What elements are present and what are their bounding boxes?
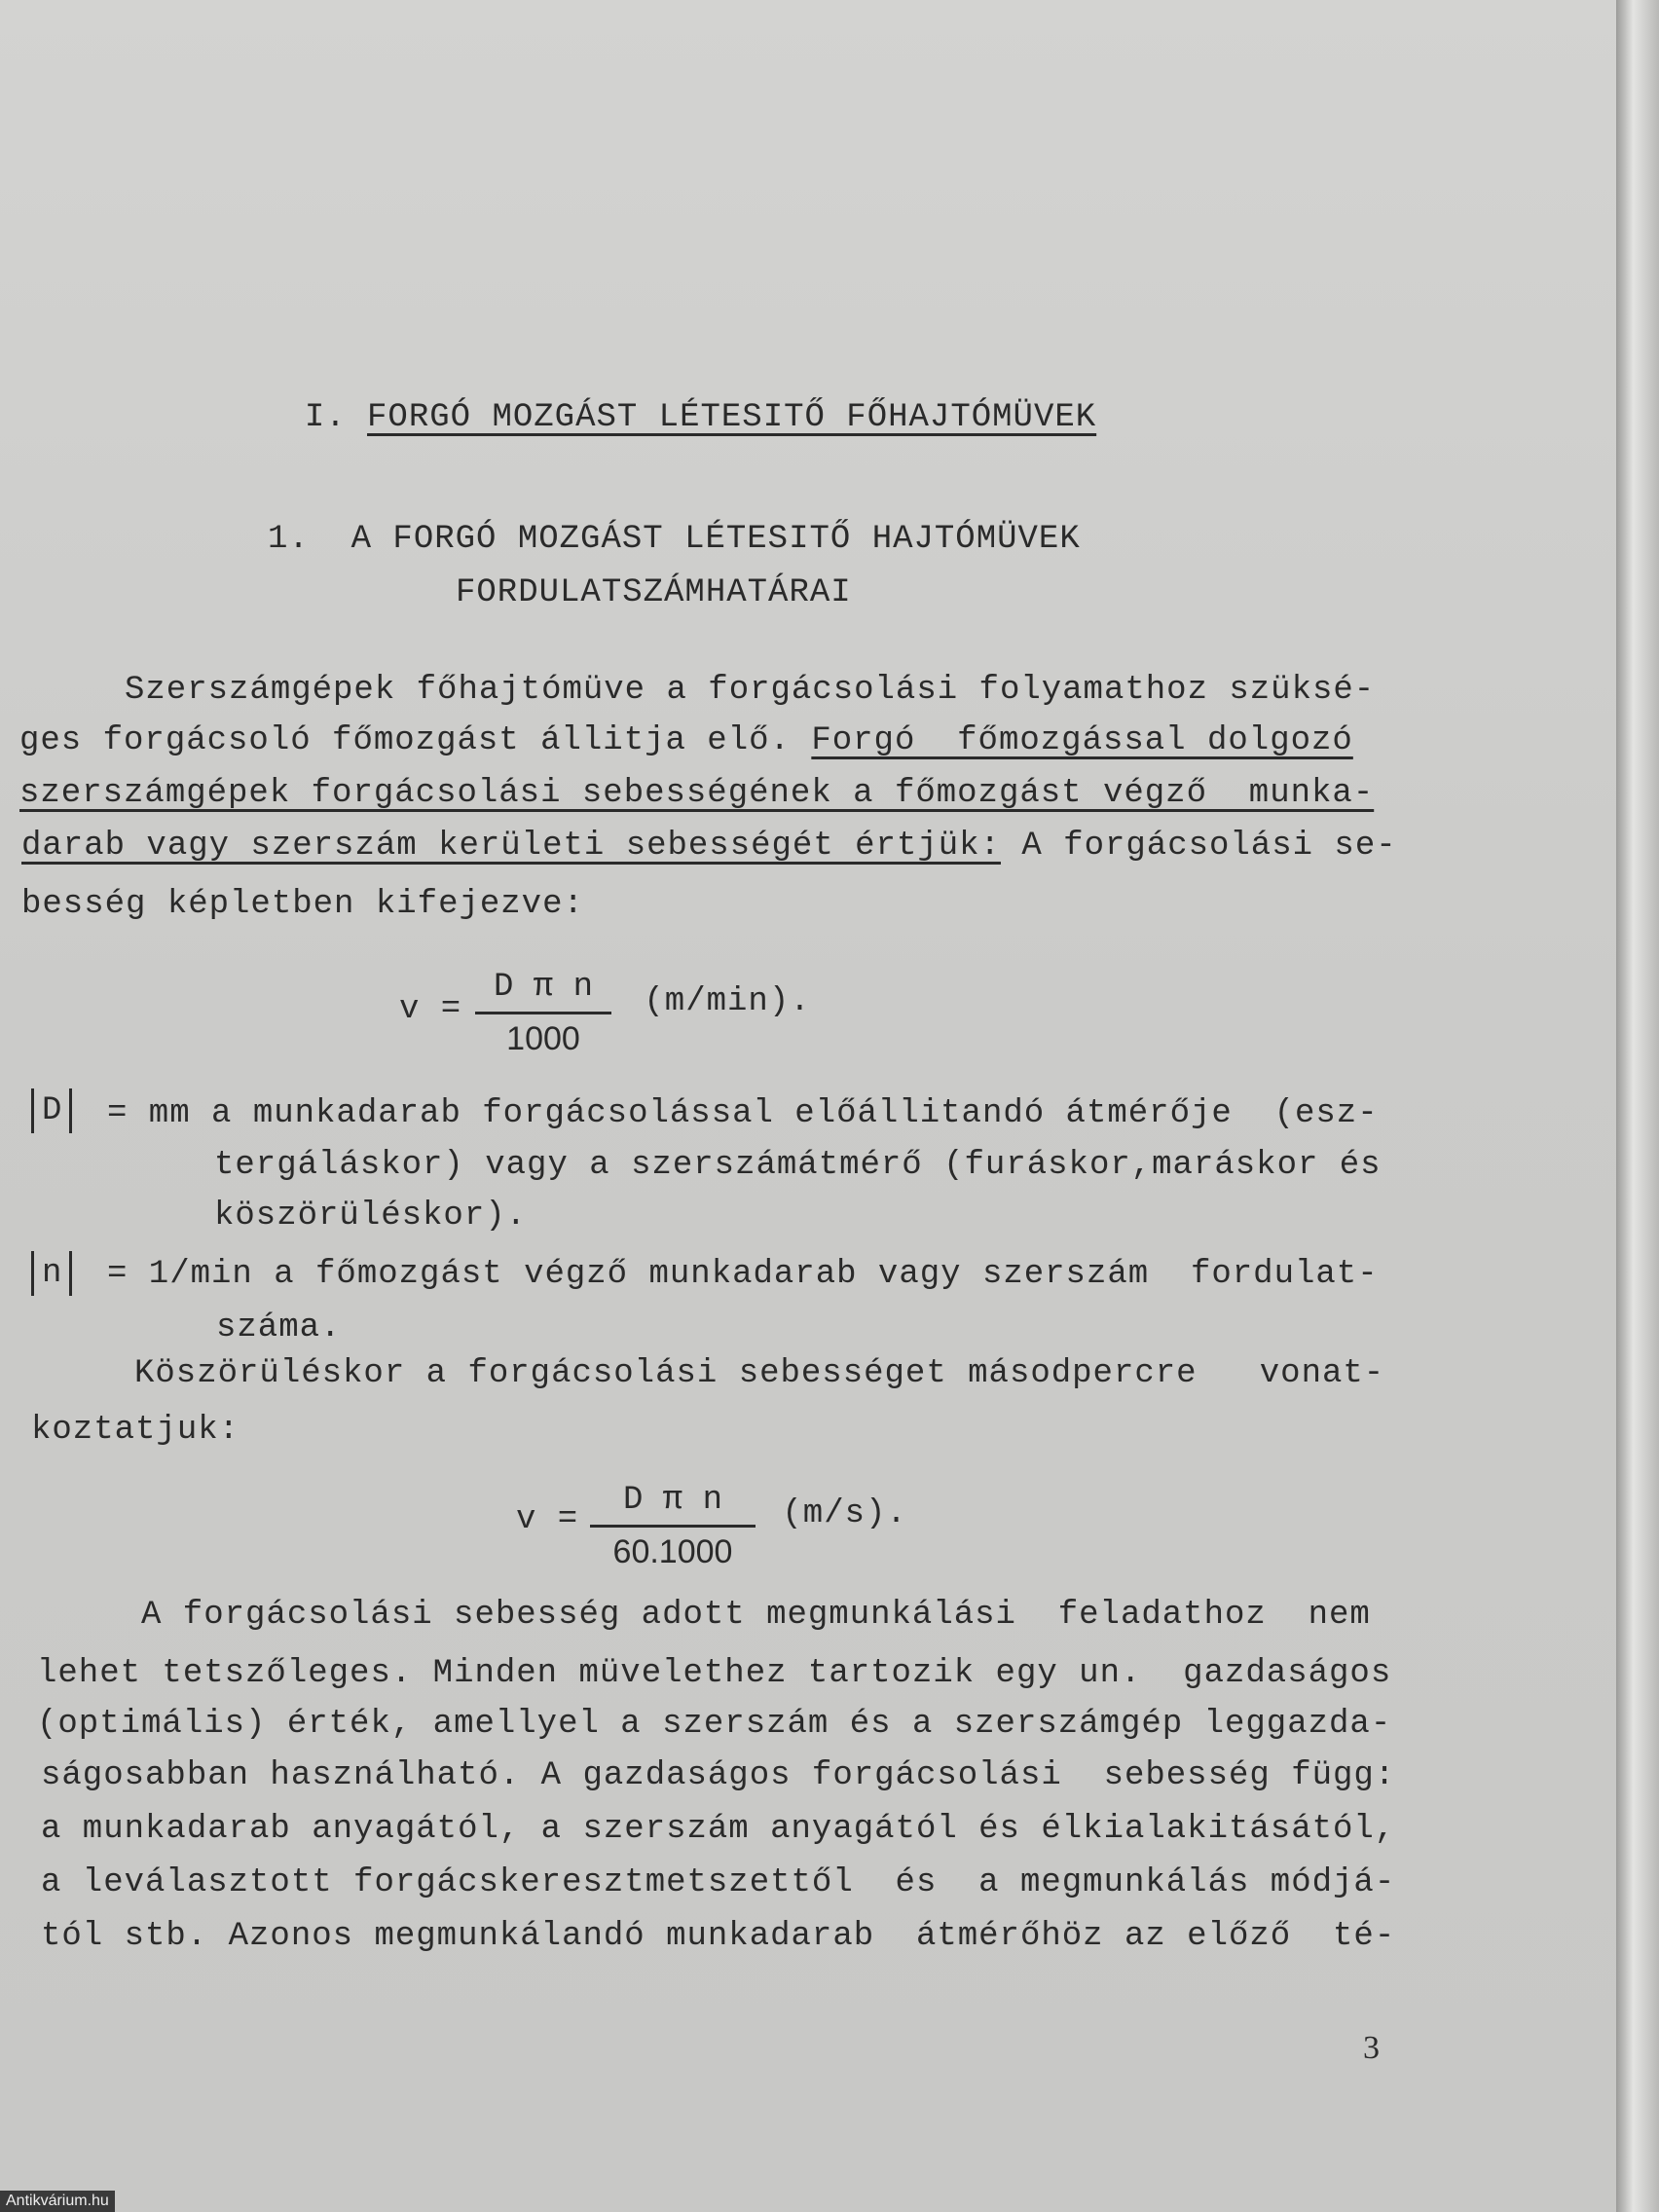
section-heading-line2: FORDULATSZÁMHATÁRAI [456,574,852,611]
formula1-unit: (m/min). [623,983,811,1020]
section-heading-line1: 1. A FORGÓ MOZGÁST LÉTESITŐ HAJTÓMÜVEK [268,521,1081,558]
paragraph3-line4: ságosabban használható. A gazdaságos forgácsolási sebesség függ: [41,1757,1396,1794]
paragraph1-line2-plain: ges forgácsoló főmozgást állitja elő. [19,722,812,759]
formula2-numerator: D π n [590,1482,756,1528]
paragraph1-line3: szerszámgépek forgácsolási sebességének a főmozgást végző munka- [19,775,1375,812]
watermark-label: Antikvárium.hu [0,2191,115,2212]
paragraph3-line5: a munkadarab anyagától, a szerszám anyagától és élkialakitásától, [41,1811,1396,1848]
symbol-n: n [42,1255,62,1292]
chapter-number: I. [304,399,368,436]
paragraph1-line2-underlined: Forgó főmozgással dolgozó [811,722,1353,759]
bracket-n [31,1251,72,1296]
paragraph3-line3: (optimális) érték, amellyel a szerszám és a szerszámgép leggazda- [37,1706,1392,1743]
chapter-title: FORGÓ MOZGÁST LÉTESITŐ FŐHAJTÓMÜVEK [367,399,1097,436]
paragraph3-line7: tól stb. Azonos megmunkálandó munkadarab átmérőhöz az előző té- [41,1918,1396,1955]
paragraph1-line4-underlined: darab vagy szerszám kerületi sebességét értjük: [21,828,1001,865]
page-number: 3 [1363,2030,1380,2066]
paragraph2-line1: Köszörüléskor a forgácsolási sebességet másodpercre vonat- [134,1355,1385,1392]
formula2-fraction [590,1482,756,1571]
paragraph1-line5: besség képletben kifejezve: [21,886,584,923]
paragraph1-line1: Szerszámgépek főhajtómüve a forgácsolási folyamathoz szüksé- [125,672,1376,709]
paragraph3-line2: lehet tetszőleges. Minden müvelethez tartozik egy un. gazdaságos [37,1655,1392,1692]
paragraph3-line6: a leválasztott forgácskeresztmetszettől és a megmunkálás módjá- [41,1864,1396,1901]
def-n-line2: száma. [216,1309,342,1346]
def-n-line1: = 1/min a főmozgást végző munkadarab vagy szerszám fordulat- [107,1256,1379,1293]
formula2-lhs: v = [516,1501,600,1538]
def-d-line3: köszörüléskor). [214,1198,528,1235]
chapter-heading [263,362,1096,436]
paragraph1-line4-plain: A forgácsolási se- [1000,828,1397,865]
def-d-line2: tergáláskor) vagy a szerszámátmérő (furáskor,maráskor és [214,1147,1382,1184]
formula1-lhs: v = [399,991,483,1028]
bracket-d [31,1088,72,1133]
page-edge [1616,0,1659,2212]
formula1-numerator: D π n [475,969,611,1014]
symbol-d: D [42,1092,62,1129]
paragraph2-line2: koztatjuk: [31,1412,240,1449]
formula2-denominator: 60.1000 [612,1533,733,1570]
formula1-denominator: 1000 [506,1020,580,1057]
formula2-unit: (m/s). [761,1495,907,1532]
formula1-fraction [475,969,611,1058]
paragraph3-line1: A forgácsolási sebesség adott megmunkálási feladathoz nem [141,1597,1371,1634]
paragraph1-line2 [19,722,1353,759]
def-d-line1: = mm a munkadarab forgácsolással előállitandó átmérője (esz- [107,1095,1379,1132]
paragraph1-line4 [21,828,1397,865]
